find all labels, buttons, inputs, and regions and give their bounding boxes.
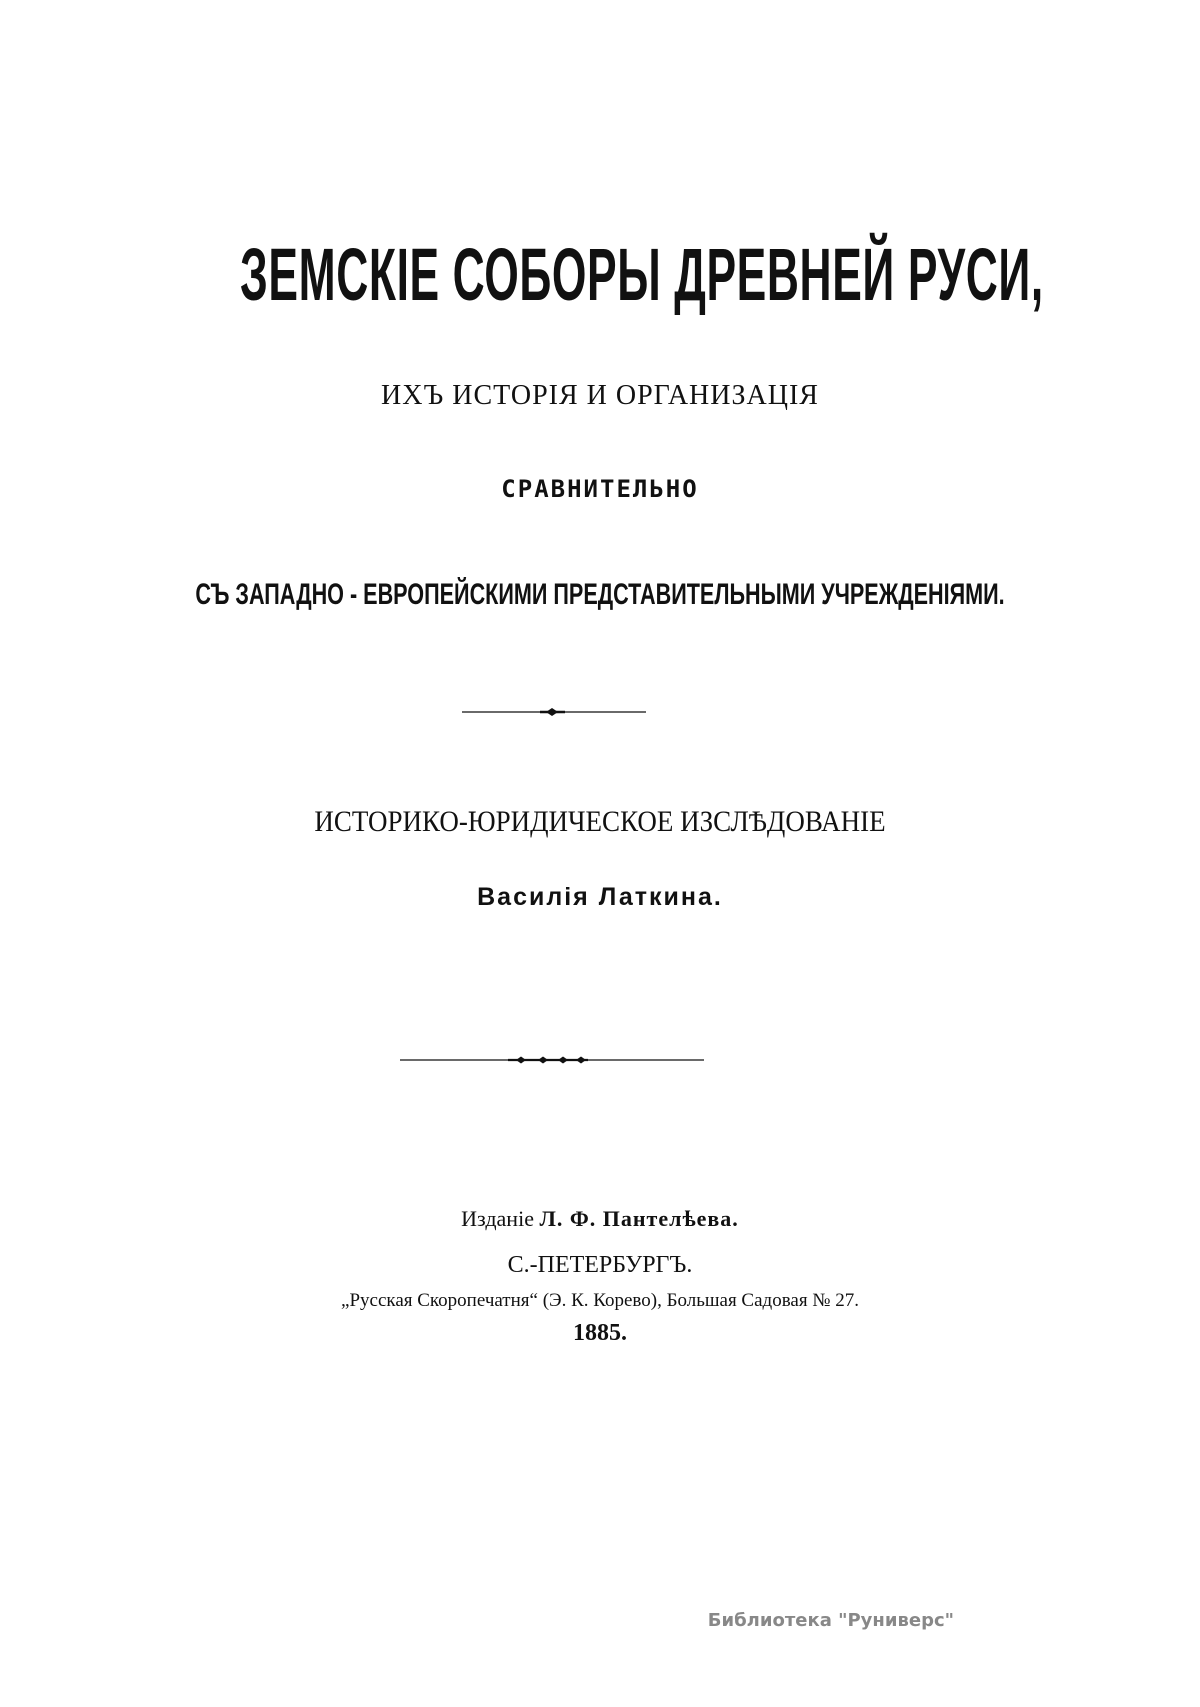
library-watermark: Библиотека "Руниверс" (707, 1610, 954, 1631)
subtitle-history-organization: ИХЪ ИСТОРІЯ И ОРГАНИЗАЦІЯ (381, 380, 819, 411)
publisher-name: Л. Ф. Пантелѣева. (539, 1206, 739, 1231)
book-title: ЗЕМСКІЕ СОБОРЫ ДРЕВНЕЙ РУСИ, (240, 233, 1044, 316)
ornament-divider-bottom (398, 1053, 708, 1067)
publication-city: С.-ПЕТЕРБУРГЪ. (507, 1252, 693, 1278)
subtitle-western-institutions: СЪ ЗАПАДНО - ЕВРОПЕЙСКИМИ ПРЕДСТАВИТЕЛЬНЫМИ УЧРЕЖДЕНІЯМИ. (195, 578, 1005, 611)
publisher-line (0, 1206, 1200, 1232)
ornament-divider-top (460, 705, 650, 719)
author-name: Василія Латкина. (477, 883, 723, 911)
genre-line: ИСТОРИКО-ЮРИДИЧЕСКОЕ ИЗСЛѢДОВАНІЕ (314, 805, 886, 838)
publisher-prefix: Изданіе (461, 1206, 534, 1231)
printer-line: „Русская Скоропечатня“ (Э. К. Корево), Большая Садовая № 27. (341, 1290, 859, 1311)
subtitle-comparatively: СРАВНИТЕЛЬНО (501, 475, 699, 503)
publication-year: 1885. (573, 1320, 627, 1346)
